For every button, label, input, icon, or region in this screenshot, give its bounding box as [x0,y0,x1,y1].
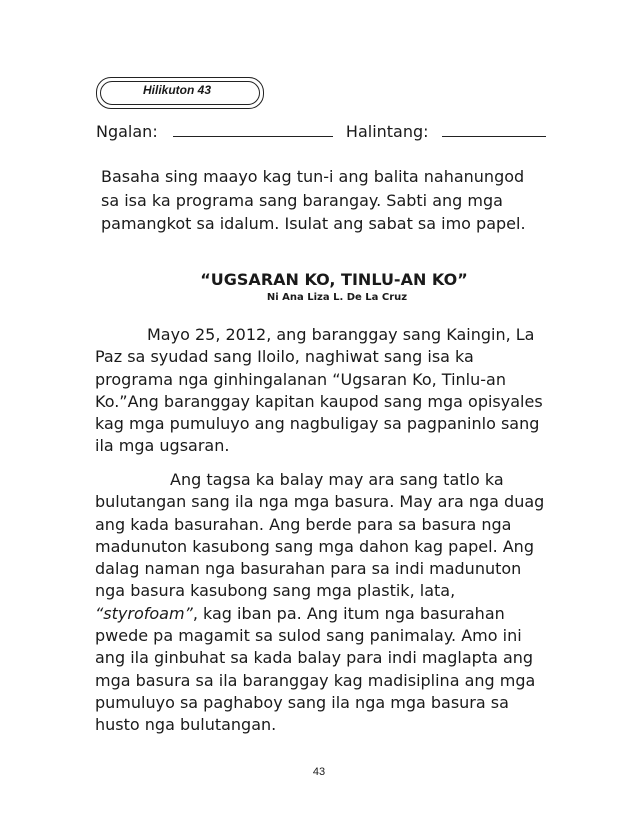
story-paragraph-2 [95,469,545,737]
paragraph-2-part-1: Ang tagsa ka balay may ara sang tatlo ka bulutangan sang ila nga mga basura. May ara nga duag ang kada basurahan. Ang berde para sa basura nga madunuton kasubong sang mga dahon kag papel. Ang dalag naman nga basurahan para sa indi madunuton nga basura kasubong sang mga plastik, lata, [95,470,545,601]
story-title: “UGSARAN KO, TINLU-AN KO” [200,270,468,289]
instructions-text: Basaha sing maayo kag tun-i ang balita nahanungod sa isa ka programa sang barangay. Sabti ang mga pamangkot sa idalum. Isulat ang sabat sa imo papel. [101,167,526,233]
activity-label: Hilikuton 43 [143,83,212,97]
student-info-row [96,122,546,141]
date-field-line[interactable] [442,122,546,137]
activity-badge [96,77,264,109]
date-label: Halintang: [345,122,429,141]
styrofoam-term: “styrofoam” [95,603,193,623]
story-author: Ni Ana Liza L. De La Cruz [266,292,408,303]
paragraph-2-part-2: , kag iban pa. Ang itum nga basurahan pwede pa magamit sa sulod sang panimalay. Amo ini ang ila ginbuhat sa kada balay para indi maglapta ang mga basura sa ila baranggay kag madisiplina ang mga pumuluyo sa paghaboy sang ila nga mga basura sa husto nga bulutangan. [95,603,536,735]
name-label: Ngalan: [96,122,158,141]
name-field-line[interactable] [173,122,333,137]
page-number: 43 [312,766,326,778]
story-paragraph-1: Mayo 25, 2012, ang baranggay sang Kaingin, La Paz sa syudad sang Iloilo, naghiwat sang isa ka programa nga ginhingalanan “Ugsaran Ko, Tinlu-an Ko.”Ang baranggay kapitan kaupod sang mga opisyales kag mga pumuluyo ang nagbuligay sa pagpaninlo sang ila mga ugsaran. [95,325,543,456]
